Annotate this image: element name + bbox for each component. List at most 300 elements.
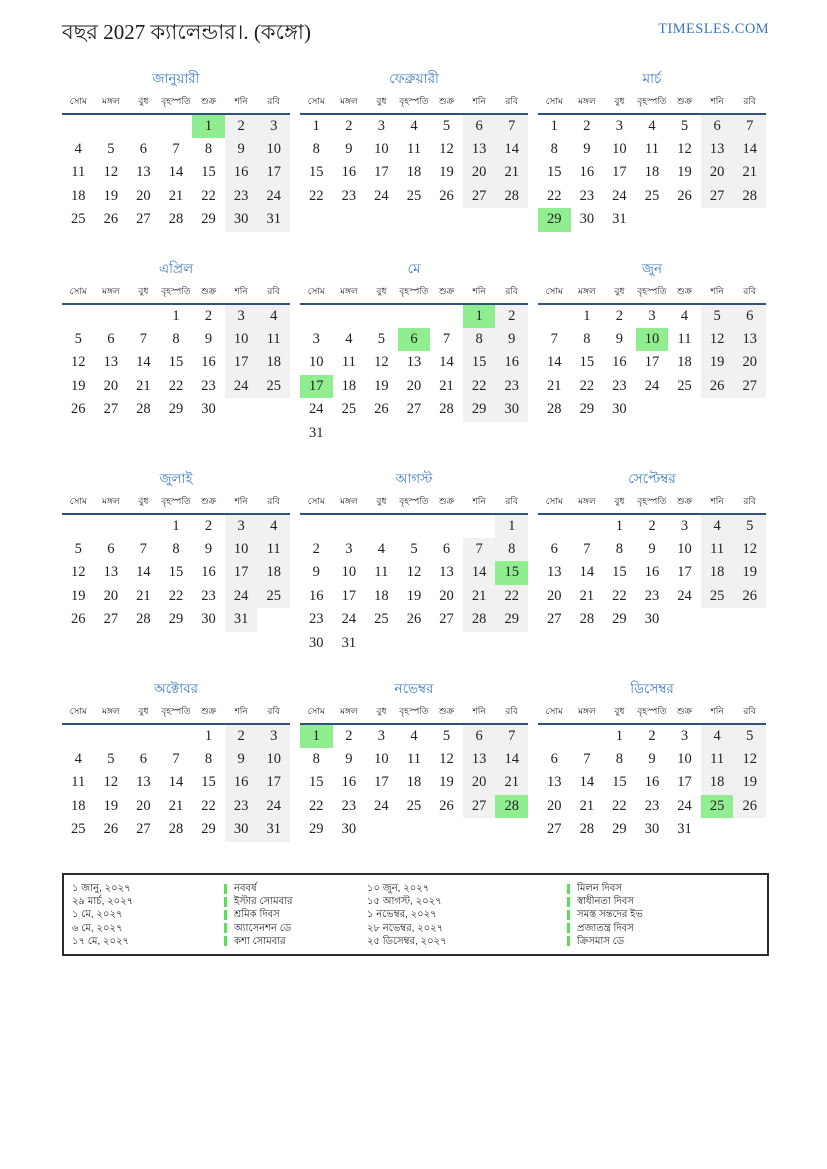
day-cell: 16 [495,351,528,375]
day-cell: 18 [257,351,290,375]
day-cell: 2 [204,307,213,324]
day-cell: 20 [439,587,454,604]
day-cell: 8 [172,330,180,347]
legend-dates-column [367,882,567,948]
weekday-header: মঙ্গল [571,284,604,304]
month-grid-december [538,704,766,842]
day-cell: 28 [168,211,184,228]
day-cell: 21 [495,771,528,795]
day-cell: 28 [733,185,766,209]
day-cell: 6 [107,540,115,557]
weekday-header: বৃহস্পতি [636,704,669,724]
day-cell: 3 [312,330,320,347]
day-cell: 13 [733,328,766,352]
weekday-header: শুক্র [430,704,463,724]
weekday-header: বুধ [603,704,636,724]
day-cell: 15 [201,774,216,791]
weekday-header: বুধ [603,494,636,514]
day-cell: 21 [439,377,454,394]
day-cell: 30 [225,208,258,232]
day-cell: 22 [612,797,627,814]
empty-cell [701,208,734,232]
holiday-marker-icon [567,897,570,907]
weekday-header: বুধ [127,284,160,304]
weekday-header: বৃহস্পতি [398,704,431,724]
day-cell: 17 [225,561,258,585]
day-cell: 14 [168,774,184,791]
day-cell: 6 [139,140,148,157]
day-cell: 9 [225,138,258,162]
day-cell: 25 [257,585,290,609]
empty-cell [668,208,701,232]
month-december [538,681,766,859]
day-cell: 14 [136,354,151,371]
month-title: মার্চ [642,71,662,86]
day-cell: 2 [615,307,624,324]
day-cell: 28 [579,611,595,628]
empty-cell [127,114,160,138]
day-cell: 10 [374,140,389,157]
day-cell: 13 [463,138,496,162]
month-grid-november [300,704,528,842]
day-cell: 19 [733,561,766,585]
weekday-header: বৃহস্পতি [398,494,431,514]
day-cell: 31 [341,634,357,651]
weekday-header: মঙ্গল [571,494,604,514]
holiday-date: ১৫ আগস্ট, ২০২৭ [367,896,442,908]
month-october [62,681,290,859]
holiday-name: অ্যাসেনশন ডে [224,922,367,935]
day-cell: 24 [225,585,258,609]
empty-cell [127,514,160,538]
day-cell: 15 [495,561,528,585]
empty-cell [160,114,193,138]
day-cell: 16 [644,564,660,581]
day-cell: 17 [374,774,389,791]
day-cell: 1 [204,727,213,744]
day-cell: 4 [257,304,290,328]
day-cell: 18 [374,587,389,604]
day-cell: 11 [701,748,734,772]
weekday-header: শুক্র [668,284,701,304]
day-cell: 30 [644,821,660,838]
day-cell: 19 [677,164,692,181]
day-cell: 27 [547,821,562,838]
empty-cell [430,514,463,538]
day-cell: 29 [309,821,324,838]
day-cell: 1 [550,117,558,134]
day-cell: 13 [103,354,119,371]
empty-cell [62,724,95,748]
month-november [300,681,528,859]
month-april [62,261,290,471]
weekday-header: শনি [463,94,496,114]
day-cell: 20 [103,377,119,394]
weekday-header: সোম [538,94,571,114]
day-cell: 29 [201,211,216,228]
day-cell: 9 [615,330,624,347]
day-cell: 20 [701,161,734,185]
empty-cell [701,818,734,842]
month-grid-july [62,494,290,632]
empty-cell [538,304,571,328]
empty-cell [701,398,734,422]
day-cell: 14 [579,774,595,791]
holiday-marker-icon [224,884,227,894]
day-cell: 1 [172,307,180,324]
day-cell: 24 [677,587,692,604]
day-cell: 6 [701,114,734,138]
day-cell: 26 [406,611,422,628]
weekday-header: বুধ [127,94,160,114]
holiday-date: ২৫ ডিসেম্বর, ২০২৭ [367,935,447,947]
day-cell: 25 [71,821,86,838]
day-cell: 7 [172,750,180,767]
day-cell: 7 [442,330,451,347]
weekday-header: বৃহস্পতি [398,94,431,114]
day-cell: 5 [733,514,766,538]
day-cell: 8 [463,328,496,352]
day-cell: 21 [168,797,184,814]
day-cell: 19 [733,771,766,795]
weekday-header: বুধ [603,94,636,114]
day-cell: 3 [680,727,689,744]
day-cell: 21 [579,797,595,814]
day-cell: 10 [677,750,692,767]
weekday-header: বুধ [127,494,160,514]
day-cell: 28 [495,795,528,819]
holiday-marker-icon [567,884,570,894]
day-cell: 20 [733,351,766,375]
day-cell: 12 [701,328,734,352]
empty-cell [538,514,571,538]
weekday-header: শনি [225,94,258,114]
day-cell: 2 [345,727,353,744]
day-cell: 23 [201,377,216,394]
day-cell: 4 [257,514,290,538]
holiday-marker-icon [567,936,570,946]
day-cell: 15 [579,354,595,371]
day-cell: 7 [583,540,591,557]
day-cell: 28 [547,401,562,418]
weekday-header: শুক্র [668,494,701,514]
day-cell: 3 [225,304,258,328]
weekday-header: রবি [733,94,766,114]
month-june [538,261,766,471]
day-cell: 15 [168,354,184,371]
day-cell: 10 [257,138,290,162]
day-cell: 17 [612,164,627,181]
day-cell: 21 [136,377,151,394]
day-cell: 16 [644,774,660,791]
day-cell: 3 [615,117,624,134]
legend-dates-column [72,882,224,948]
day-cell: 22 [168,377,184,394]
day-cell: 5 [680,117,689,134]
weekday-header: রবি [495,94,528,114]
day-cell: 21 [168,187,184,204]
weekday-header: সোম [62,704,95,724]
empty-cell [160,724,193,748]
day-cell: 19 [103,187,119,204]
day-cell: 24 [341,611,357,628]
weekday-header: বুধ [127,704,160,724]
day-cell: 11 [701,538,734,562]
empty-cell [398,818,431,842]
day-cell: 11 [257,328,290,352]
day-cell: 2 [312,540,320,557]
weekday-header: শুক্র [192,704,225,724]
day-cell: 7 [139,540,148,557]
empty-cell [463,632,496,656]
day-cell: 11 [71,774,86,791]
day-cell: 19 [71,377,86,394]
day-cell: 29 [495,608,528,632]
day-cell: 20 [547,587,562,604]
weekday-header: বৃহস্পতি [160,94,193,114]
holiday-name: নববর্ষ [224,882,367,895]
month-title: অক্টোবর [153,681,199,696]
day-cell: 12 [71,354,86,371]
day-cell: 16 [341,774,357,791]
weekday-header: মঙ্গল [333,704,366,724]
weekday-header: রবি [257,94,290,114]
weekday-header: শনি [225,284,258,304]
day-cell: 20 [547,797,562,814]
day-cell: 23 [644,587,660,604]
empty-cell [430,304,463,328]
day-cell: 19 [439,774,454,791]
day-cell: 20 [463,771,496,795]
holidays-legend [62,873,769,956]
day-cell: 19 [71,587,86,604]
day-cell: 30 [495,398,528,422]
weekday-header: শনি [225,704,258,724]
day-cell: 31 [612,211,627,228]
empty-cell [62,304,95,328]
weekday-header: শনি [701,704,734,724]
weekday-header: বৃহস্পতি [398,284,431,304]
weekday-header: শুক্র [430,494,463,514]
day-cell: 7 [139,330,148,347]
day-cell: 3 [648,307,656,324]
day-cell: 20 [406,377,422,394]
day-cell: 9 [345,750,353,767]
holiday-name: সমস্ত সন্তদের ইভ [567,908,759,921]
weekday-header: বুধ [365,494,398,514]
day-cell: 5 [733,724,766,748]
day-cell: 27 [701,185,734,209]
empty-cell [257,398,290,422]
day-cell: 25 [406,797,422,814]
site-link[interactable]: TIMESLES.COM [658,21,769,37]
day-cell: 4 [377,540,386,557]
day-cell: 27 [103,611,119,628]
empty-cell [365,514,398,538]
day-cell: 6 [139,750,148,767]
day-cell: 3 [377,117,386,134]
holiday-date: ১৭ মে, ২০২৭ [72,935,129,947]
day-cell: 3 [257,114,290,138]
day-cell: 9 [583,140,591,157]
day-cell: 14 [733,138,766,162]
holiday-date: ২৯ মার্চ, ২০২৭ [72,896,134,908]
day-cell: 7 [463,538,496,562]
weekday-header: রবি [257,284,290,304]
day-cell: 13 [439,564,454,581]
day-cell: 11 [71,164,86,181]
legend-names-column [567,882,759,948]
day-cell: 12 [733,538,766,562]
day-cell: 17 [300,375,333,399]
day-cell: 31 [257,208,290,232]
day-cell: 4 [74,140,82,157]
day-cell: 21 [463,585,496,609]
weekday-header: শনি [225,494,258,514]
day-cell: 2 [225,114,258,138]
day-cell: 23 [612,377,627,394]
day-cell: 22 [309,187,324,204]
day-cell: 4 [648,117,656,134]
weekday-header: বৃহস্পতি [636,284,669,304]
holiday-marker-icon [567,910,570,920]
weekday-header: শুক্র [430,94,463,114]
day-cell: 1 [495,514,528,538]
day-cell: 29 [612,611,627,628]
day-cell: 27 [439,611,454,628]
day-cell: 24 [257,795,290,819]
day-cell: 28 [136,611,151,628]
day-cell: 7 [495,114,528,138]
page-title: বছর 2027 ক্যালেন্ডার।. (কঙ্গো) [62,20,311,44]
day-cell: 1 [172,517,180,534]
weekday-header: রবি [733,494,766,514]
day-cell: 1 [615,517,624,534]
day-cell: 14 [463,561,496,585]
day-cell: 18 [71,187,86,204]
day-cell: 5 [107,750,115,767]
day-cell: 13 [547,564,562,581]
legend-names-column [224,882,367,948]
day-cell: 14 [136,564,151,581]
day-cell: 2 [495,304,528,328]
holiday-marker-icon [224,936,227,946]
empty-cell [62,514,95,538]
weekday-header: রবি [495,494,528,514]
day-cell: 17 [257,161,290,185]
empty-cell [365,818,398,842]
day-cell: 21 [733,161,766,185]
month-grid-february [300,94,528,208]
day-cell: 5 [442,727,451,744]
weekday-header: মঙ্গল [95,494,128,514]
month-february [300,71,528,261]
day-cell: 10 [374,750,389,767]
day-cell: 22 [579,377,595,394]
month-august [300,471,528,681]
empty-cell [463,514,496,538]
weekday-header: বুধ [365,284,398,304]
day-cell: 12 [677,140,692,157]
day-cell: 10 [309,354,324,371]
month-title: মে [407,261,421,276]
day-cell: 16 [612,354,627,371]
day-cell: 17 [257,771,290,795]
day-cell: 27 [463,795,496,819]
day-cell: 24 [374,797,389,814]
month-grid-september [538,494,766,632]
weekday-header: মঙ্গল [95,704,128,724]
holiday-name: ইস্টার সোমবার [224,895,367,908]
day-cell: 25 [644,187,660,204]
holiday-date: ১ জানু, ২০২৭ [72,883,131,894]
day-cell: 2 [648,517,656,534]
holiday-name: ক্রিসমাস ডে [567,935,759,948]
empty-cell [333,514,366,538]
day-cell: 6 [550,540,558,557]
day-cell: 8 [204,750,213,767]
day-cell: 8 [172,540,180,557]
day-cell: 15 [309,164,324,181]
day-cell: 15 [201,164,216,181]
holiday-date: ২৮ নভেম্বর, ২০২৭ [367,922,444,934]
empty-cell [733,398,766,422]
day-cell: 25 [701,585,734,609]
day-cell: 6 [398,328,431,352]
weekday-header: শুক্র [668,94,701,114]
day-cell: 1 [300,724,333,748]
day-cell: 11 [406,140,421,157]
day-cell: 16 [225,161,258,185]
day-cell: 17 [374,164,389,181]
weekday-header: শুক্র [430,284,463,304]
day-cell: 28 [495,185,528,209]
weekday-header: রবি [733,284,766,304]
day-cell: 11 [406,750,421,767]
day-cell: 13 [406,354,422,371]
day-cell: 7 [172,140,180,157]
day-cell: 23 [225,185,258,209]
day-cell: 23 [309,611,324,628]
day-cell: 8 [312,750,320,767]
month-grid-january [62,94,290,232]
empty-cell [127,304,160,328]
weekday-header: রবি [257,494,290,514]
day-cell: 17 [677,564,692,581]
day-cell: 11 [341,354,356,371]
day-cell: 17 [644,354,660,371]
day-cell: 26 [701,375,734,399]
weekday-header: বৃহস্পতি [160,284,193,304]
weekday-header: বৃহস্পতি [636,94,669,114]
day-cell: 5 [701,304,734,328]
month-grid-april [62,284,290,422]
holiday-marker-icon [567,923,570,933]
day-cell: 22 [463,375,496,399]
day-cell: 17 [225,351,258,375]
day-cell: 9 [204,330,213,347]
month-title: আগস্ট [395,471,433,486]
empty-cell [365,304,398,328]
month-title: ডিসেম্বর [630,681,674,696]
day-cell: 8 [204,140,213,157]
weekday-header: বুধ [603,284,636,304]
day-cell: 2 [648,727,656,744]
day-cell: 12 [71,564,86,581]
day-cell: 8 [495,538,528,562]
day-cell: 9 [204,540,213,557]
day-cell: 30 [341,821,357,838]
